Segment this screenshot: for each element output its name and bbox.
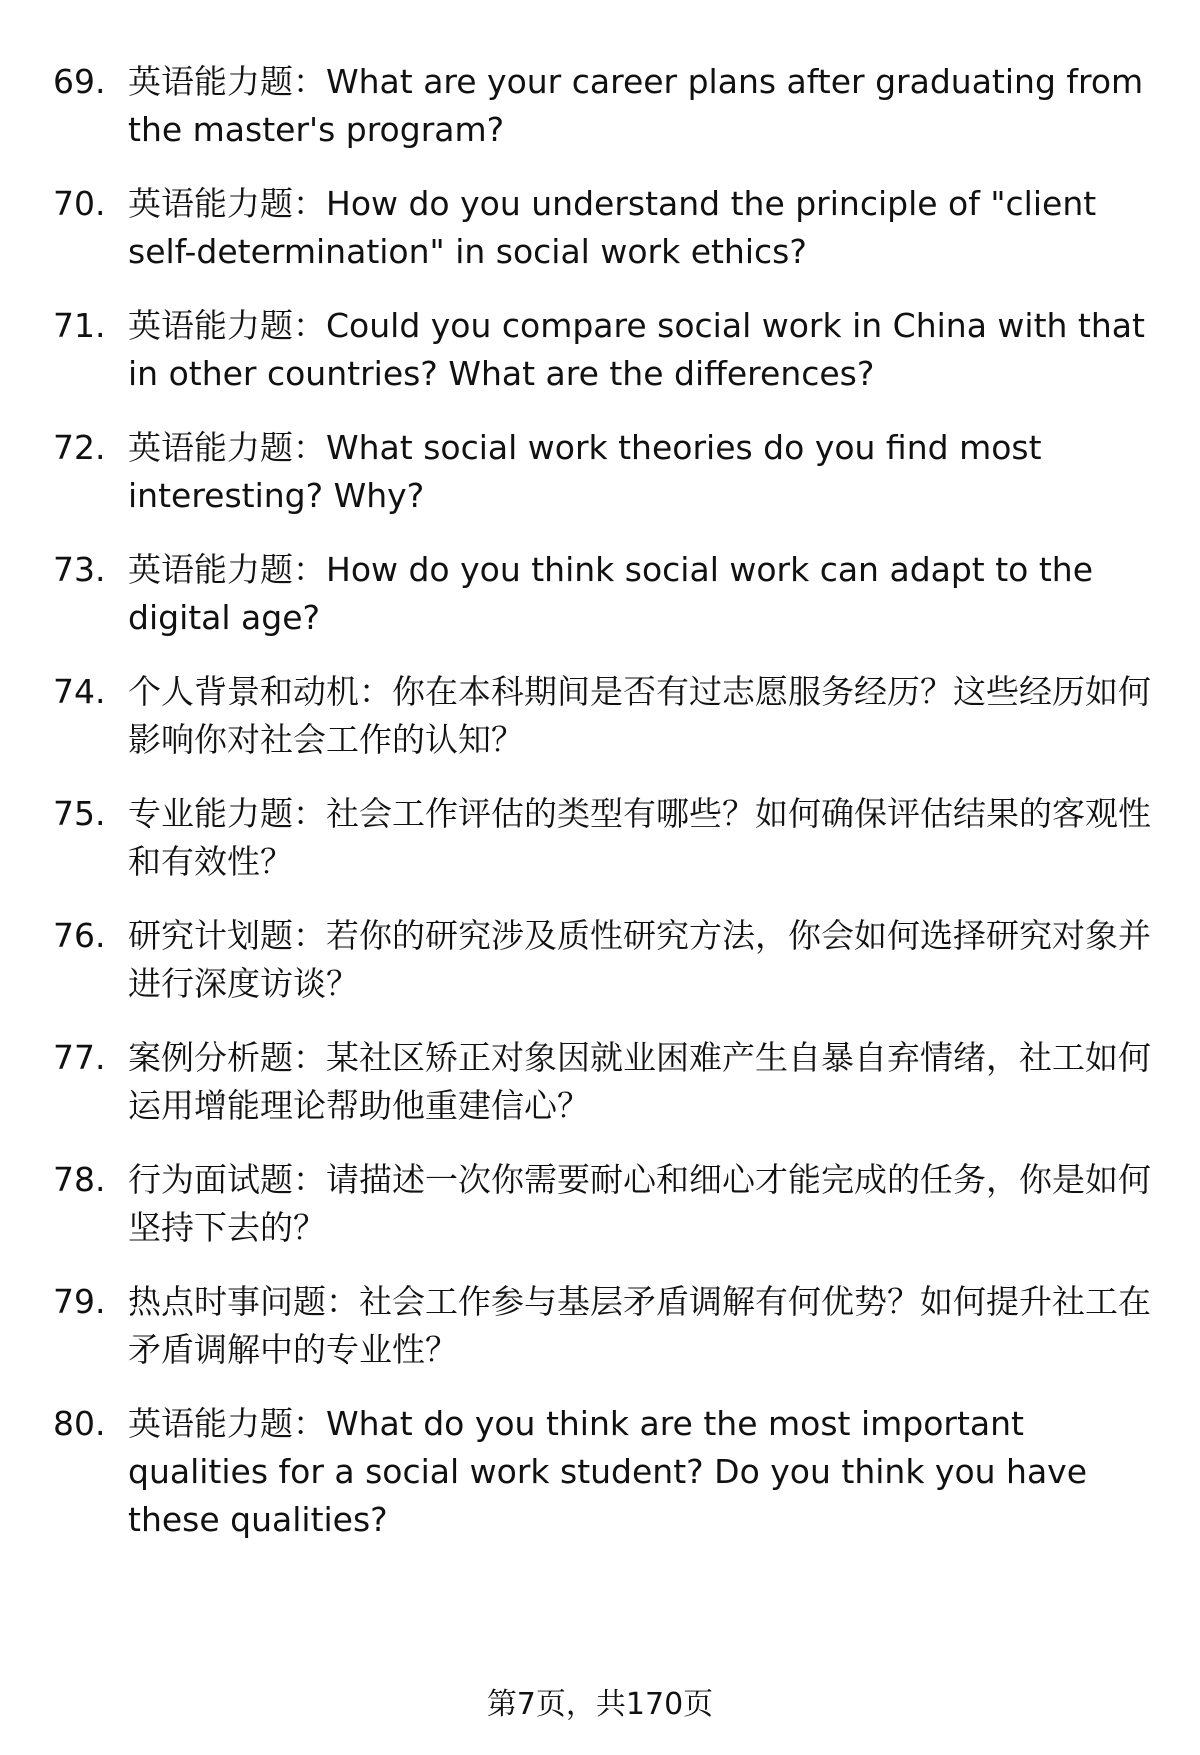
question-number: 80. (53, 1404, 106, 1443)
question-item (53, 1278, 1153, 1374)
question-item (53, 1400, 1153, 1544)
question-number: 74. (53, 672, 106, 711)
question-item (53, 790, 1153, 886)
question-number: 76. (53, 916, 106, 955)
question-item (53, 302, 1153, 398)
question-item (53, 546, 1153, 642)
question-text: 专业能力题：社会工作评估的类型有哪些？如何确保评估结果的客观性和有效性？ (128, 794, 1151, 881)
question-number: 69. (53, 62, 106, 101)
question-text: 英语能力题：What social work theories do you find most interesting? Why? (128, 428, 1042, 515)
question-number: 72. (53, 428, 106, 467)
question-text: 案例分析题：某社区矫正对象因就业困难产生自暴自弃情绪，社工如何运用增能理论帮助他重建信心？ (128, 1038, 1151, 1125)
question-text: 英语能力题：What are your career plans after graduating from the master's program? (128, 62, 1144, 149)
question-item (53, 668, 1153, 764)
question-number: 79. (53, 1282, 106, 1321)
question-text: 英语能力题：How do you understand the principle of "client self-determination" in social work ethics? (128, 184, 1097, 271)
question-item (53, 912, 1153, 1008)
question-item (53, 180, 1153, 276)
question-text: 热点时事问题：社会工作参与基层矛盾调解有何优势？如何提升社工在矛盾调解中的专业性？ (128, 1282, 1151, 1369)
question-number: 75. (53, 794, 106, 833)
question-number: 70. (53, 184, 106, 223)
question-number: 78. (53, 1160, 106, 1199)
question-number: 77. (53, 1038, 106, 1077)
question-number: 71. (53, 306, 106, 345)
question-text: 研究计划题：若你的研究涉及质性研究方法，你会如何选择研究对象并进行深度访谈？ (128, 916, 1151, 1003)
question-text: 行为面试题：请描述一次你需要耐心和细心才能完成的任务，你是如何坚持下去的？ (128, 1160, 1151, 1247)
question-number: 73. (53, 550, 106, 589)
question-text: 英语能力题：What do you think are the most important qualities for a social work student? Do you think you have these qualities? (128, 1404, 1088, 1539)
question-list (53, 58, 1153, 1570)
question-text: 英语能力题：Could you compare social work in China with that in other countries? What are the differences? (128, 306, 1145, 393)
question-text: 英语能力题：How do you think social work can adapt to the digital age? (128, 550, 1094, 637)
question-item (53, 1156, 1153, 1252)
page-number-footer: 第7页，共170页 (486, 1687, 714, 1722)
question-item (53, 58, 1153, 154)
question-item (53, 424, 1153, 520)
question-item (53, 1034, 1153, 1130)
question-text: 个人背景和动机：你在本科期间是否有过志愿服务经历？这些经历如何影响你对社会工作的认知？ (128, 672, 1151, 759)
